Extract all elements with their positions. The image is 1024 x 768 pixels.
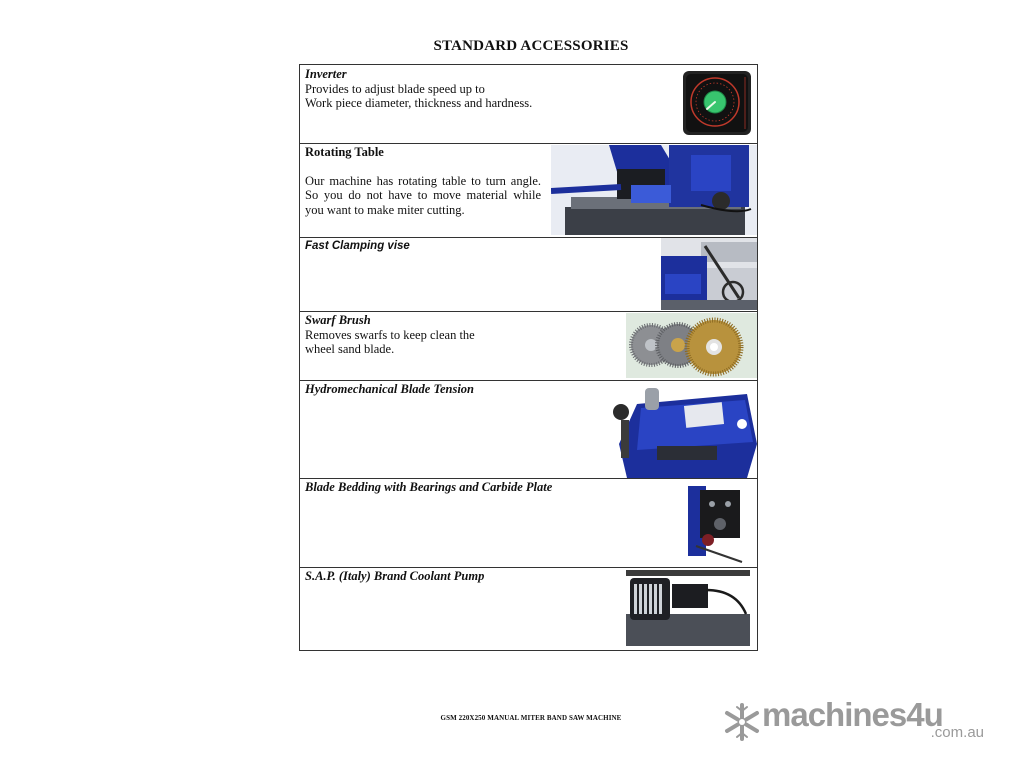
accessory-description-line: Work piece diameter, thickness and hardness. [305,96,533,110]
blade-bearing-photo [686,484,744,564]
accessory-heading: Hydromechanical Blade Tension [305,382,474,396]
accessory-row-blade-bedding [300,478,757,568]
accessory-text [305,382,474,397]
accessory-row-swarf-brush [300,311,757,381]
clamping-vise-photo [661,238,757,310]
accessory-heading: Blade Bedding with Bearings and Carbide Plate [305,480,553,494]
logo-domain: .com.au [930,724,984,741]
accessory-row-coolant-pump [300,567,757,650]
accessory-heading: S.A.P. (Italy) Brand Coolant Pump [305,569,485,583]
document-footer: GSM 220X250 MANUAL MITER BAND SAW MACHINE [440,714,622,722]
accessory-text [305,145,541,217]
page-title: STANDARD ACCESSORIES [433,38,629,54]
accessory-text [305,67,532,111]
speed-dial-photo [683,71,751,135]
machines4u-logo [724,696,986,744]
accessory-text [305,569,484,584]
accessory-heading: Inverter [305,67,347,81]
accessory-description-line: Provides to adjust blade speed up to [305,81,485,96]
accessory-description: Our machine has rotating table to turn angle. So you do not have to move material while you want to make miter cutting. [305,173,541,217]
accessory-row-blade-tension [300,380,757,479]
accessories-table [299,64,758,651]
accessory-row-fast-clamping-vise [300,237,757,312]
accessory-text [305,239,410,254]
accessory-text [305,313,475,357]
accessory-heading: Swarf Brush [305,313,371,327]
wire-brush-photo [626,313,757,378]
accessory-row-inverter [300,65,757,144]
blade-tension-photo [597,384,757,478]
accessory-description-line: wheel sand blade. [305,342,395,356]
coolant-pump-photo [626,570,754,646]
accessory-text [305,480,552,495]
accessory-row-rotating-table [300,143,757,238]
rotating-table-photo [551,145,757,235]
snowflake-logo-icon [724,702,760,742]
logo-wordmark: machines4u [762,696,943,733]
accessory-description-line: Removes swarfs to keep clean the [305,327,475,342]
accessory-heading: Rotating Table [305,145,384,159]
accessory-heading: Fast Clamping vise [305,240,410,252]
